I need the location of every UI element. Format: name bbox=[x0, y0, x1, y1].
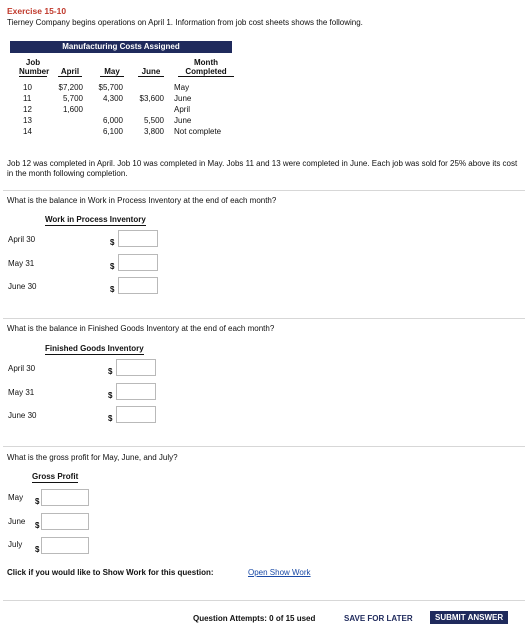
divider bbox=[3, 318, 525, 319]
q3-may-input[interactable] bbox=[41, 489, 89, 506]
q1-label-june: June 30 bbox=[8, 282, 37, 291]
q2-dollar: $ bbox=[108, 414, 113, 423]
q2-label-may: May 31 bbox=[8, 388, 35, 397]
q3-label-june: June bbox=[8, 517, 26, 526]
cell-completed: June bbox=[174, 94, 192, 103]
q1-dollar: $ bbox=[110, 262, 115, 271]
cell-completed: May bbox=[174, 83, 190, 92]
table-body bbox=[19, 83, 239, 138]
q1-dollar: $ bbox=[110, 285, 115, 294]
q2-dollar: $ bbox=[108, 391, 113, 400]
q3-label-may: May bbox=[8, 493, 24, 502]
open-show-work-link[interactable]: Open Show Work bbox=[248, 568, 311, 577]
cell-april: 1,600 bbox=[62, 105, 83, 114]
cell-may: $5,700 bbox=[98, 83, 123, 92]
header-job-line2: Number bbox=[19, 67, 50, 76]
divider bbox=[3, 600, 525, 601]
cell-may: 4,300 bbox=[102, 94, 123, 103]
header-june: June bbox=[138, 67, 164, 77]
save-for-later-button[interactable]: SAVE FOR LATER bbox=[344, 614, 413, 623]
cell-completed: June bbox=[174, 116, 192, 125]
q3-question: What is the gross profit for May, June, and July? bbox=[7, 453, 178, 462]
header-may: May bbox=[100, 67, 124, 77]
q1-april-input[interactable] bbox=[118, 230, 158, 247]
q1-june-input[interactable] bbox=[118, 277, 158, 294]
table-row bbox=[19, 83, 239, 94]
cell-june: 3,800 bbox=[143, 127, 164, 136]
q3-dollar: $ bbox=[35, 521, 40, 530]
q1-label-april: April 30 bbox=[8, 235, 36, 244]
q1-question: What is the balance in Work in Process Inventory at the end of each month? bbox=[7, 196, 277, 205]
q2-label-june: June 30 bbox=[8, 411, 37, 420]
q1-subheader: Work in Process Inventory bbox=[45, 215, 146, 224]
table-row bbox=[19, 127, 239, 138]
q2-subheader: Finished Goods Inventory bbox=[45, 344, 144, 353]
q2-april-input[interactable] bbox=[116, 359, 156, 376]
header-month-completed bbox=[178, 58, 234, 77]
cell-job: 12 bbox=[23, 105, 32, 114]
divider bbox=[3, 446, 525, 447]
q3-dollar: $ bbox=[35, 545, 40, 554]
cell-job: 10 bbox=[23, 83, 32, 92]
cell-april: 5,700 bbox=[62, 94, 83, 103]
cell-completed: April bbox=[174, 105, 191, 114]
q1-label-may: May 31 bbox=[8, 259, 35, 268]
q2-label-april: April 30 bbox=[8, 364, 36, 373]
cell-april: $7,200 bbox=[58, 83, 83, 92]
table-row bbox=[19, 94, 239, 105]
header-month-line1: Month bbox=[194, 58, 218, 67]
intro-text: Tierney Company begins operations on April 1. Information from job cost sheets shows the following. bbox=[7, 18, 363, 27]
cell-job: 11 bbox=[23, 94, 32, 103]
q1-may-input[interactable] bbox=[118, 254, 158, 271]
header-job bbox=[19, 58, 50, 77]
header-job-line1: Job bbox=[25, 58, 41, 67]
cell-may: 6,100 bbox=[102, 127, 123, 136]
q2-dollar: $ bbox=[108, 367, 113, 376]
table-row bbox=[19, 105, 239, 116]
attempts-text: Question Attempts: 0 of 15 used bbox=[193, 614, 316, 623]
q2-may-input[interactable] bbox=[116, 383, 156, 400]
q3-june-input[interactable] bbox=[41, 513, 89, 530]
cell-may: 6,000 bbox=[102, 116, 123, 125]
header-month-line2: Completed bbox=[178, 67, 234, 77]
note-text: Job 12 was completed in April. Job 10 was completed in May. Jobs 11 and 13 were completed in June. Each job was sold for 25% above its cost in the month following completion. bbox=[7, 159, 518, 178]
table-row bbox=[19, 116, 239, 127]
q3-label-july: July bbox=[8, 540, 23, 549]
cell-job: 13 bbox=[23, 116, 32, 125]
q2-question: What is the balance in Finished Goods Inventory at the end of each month? bbox=[7, 324, 275, 333]
q3-subheader: Gross Profit bbox=[32, 472, 79, 481]
q3-july-input[interactable] bbox=[41, 537, 89, 554]
divider bbox=[3, 190, 525, 191]
show-work-text: Click if you would like to Show Work for this question: bbox=[7, 568, 214, 577]
header-april: April bbox=[58, 67, 82, 77]
cell-june: $3,600 bbox=[139, 94, 164, 103]
cell-june: 5,500 bbox=[143, 116, 164, 125]
cell-job: 14 bbox=[23, 127, 32, 136]
submit-answer-button[interactable]: SUBMIT ANSWER bbox=[430, 611, 508, 624]
q2-june-input[interactable] bbox=[116, 406, 156, 423]
q3-dollar: $ bbox=[35, 497, 40, 506]
exercise-title: Exercise 15-10 bbox=[7, 6, 67, 16]
table-title: Manufacturing Costs Assigned bbox=[10, 41, 232, 53]
q1-dollar: $ bbox=[110, 238, 115, 247]
cell-completed: Not complete bbox=[174, 127, 222, 136]
